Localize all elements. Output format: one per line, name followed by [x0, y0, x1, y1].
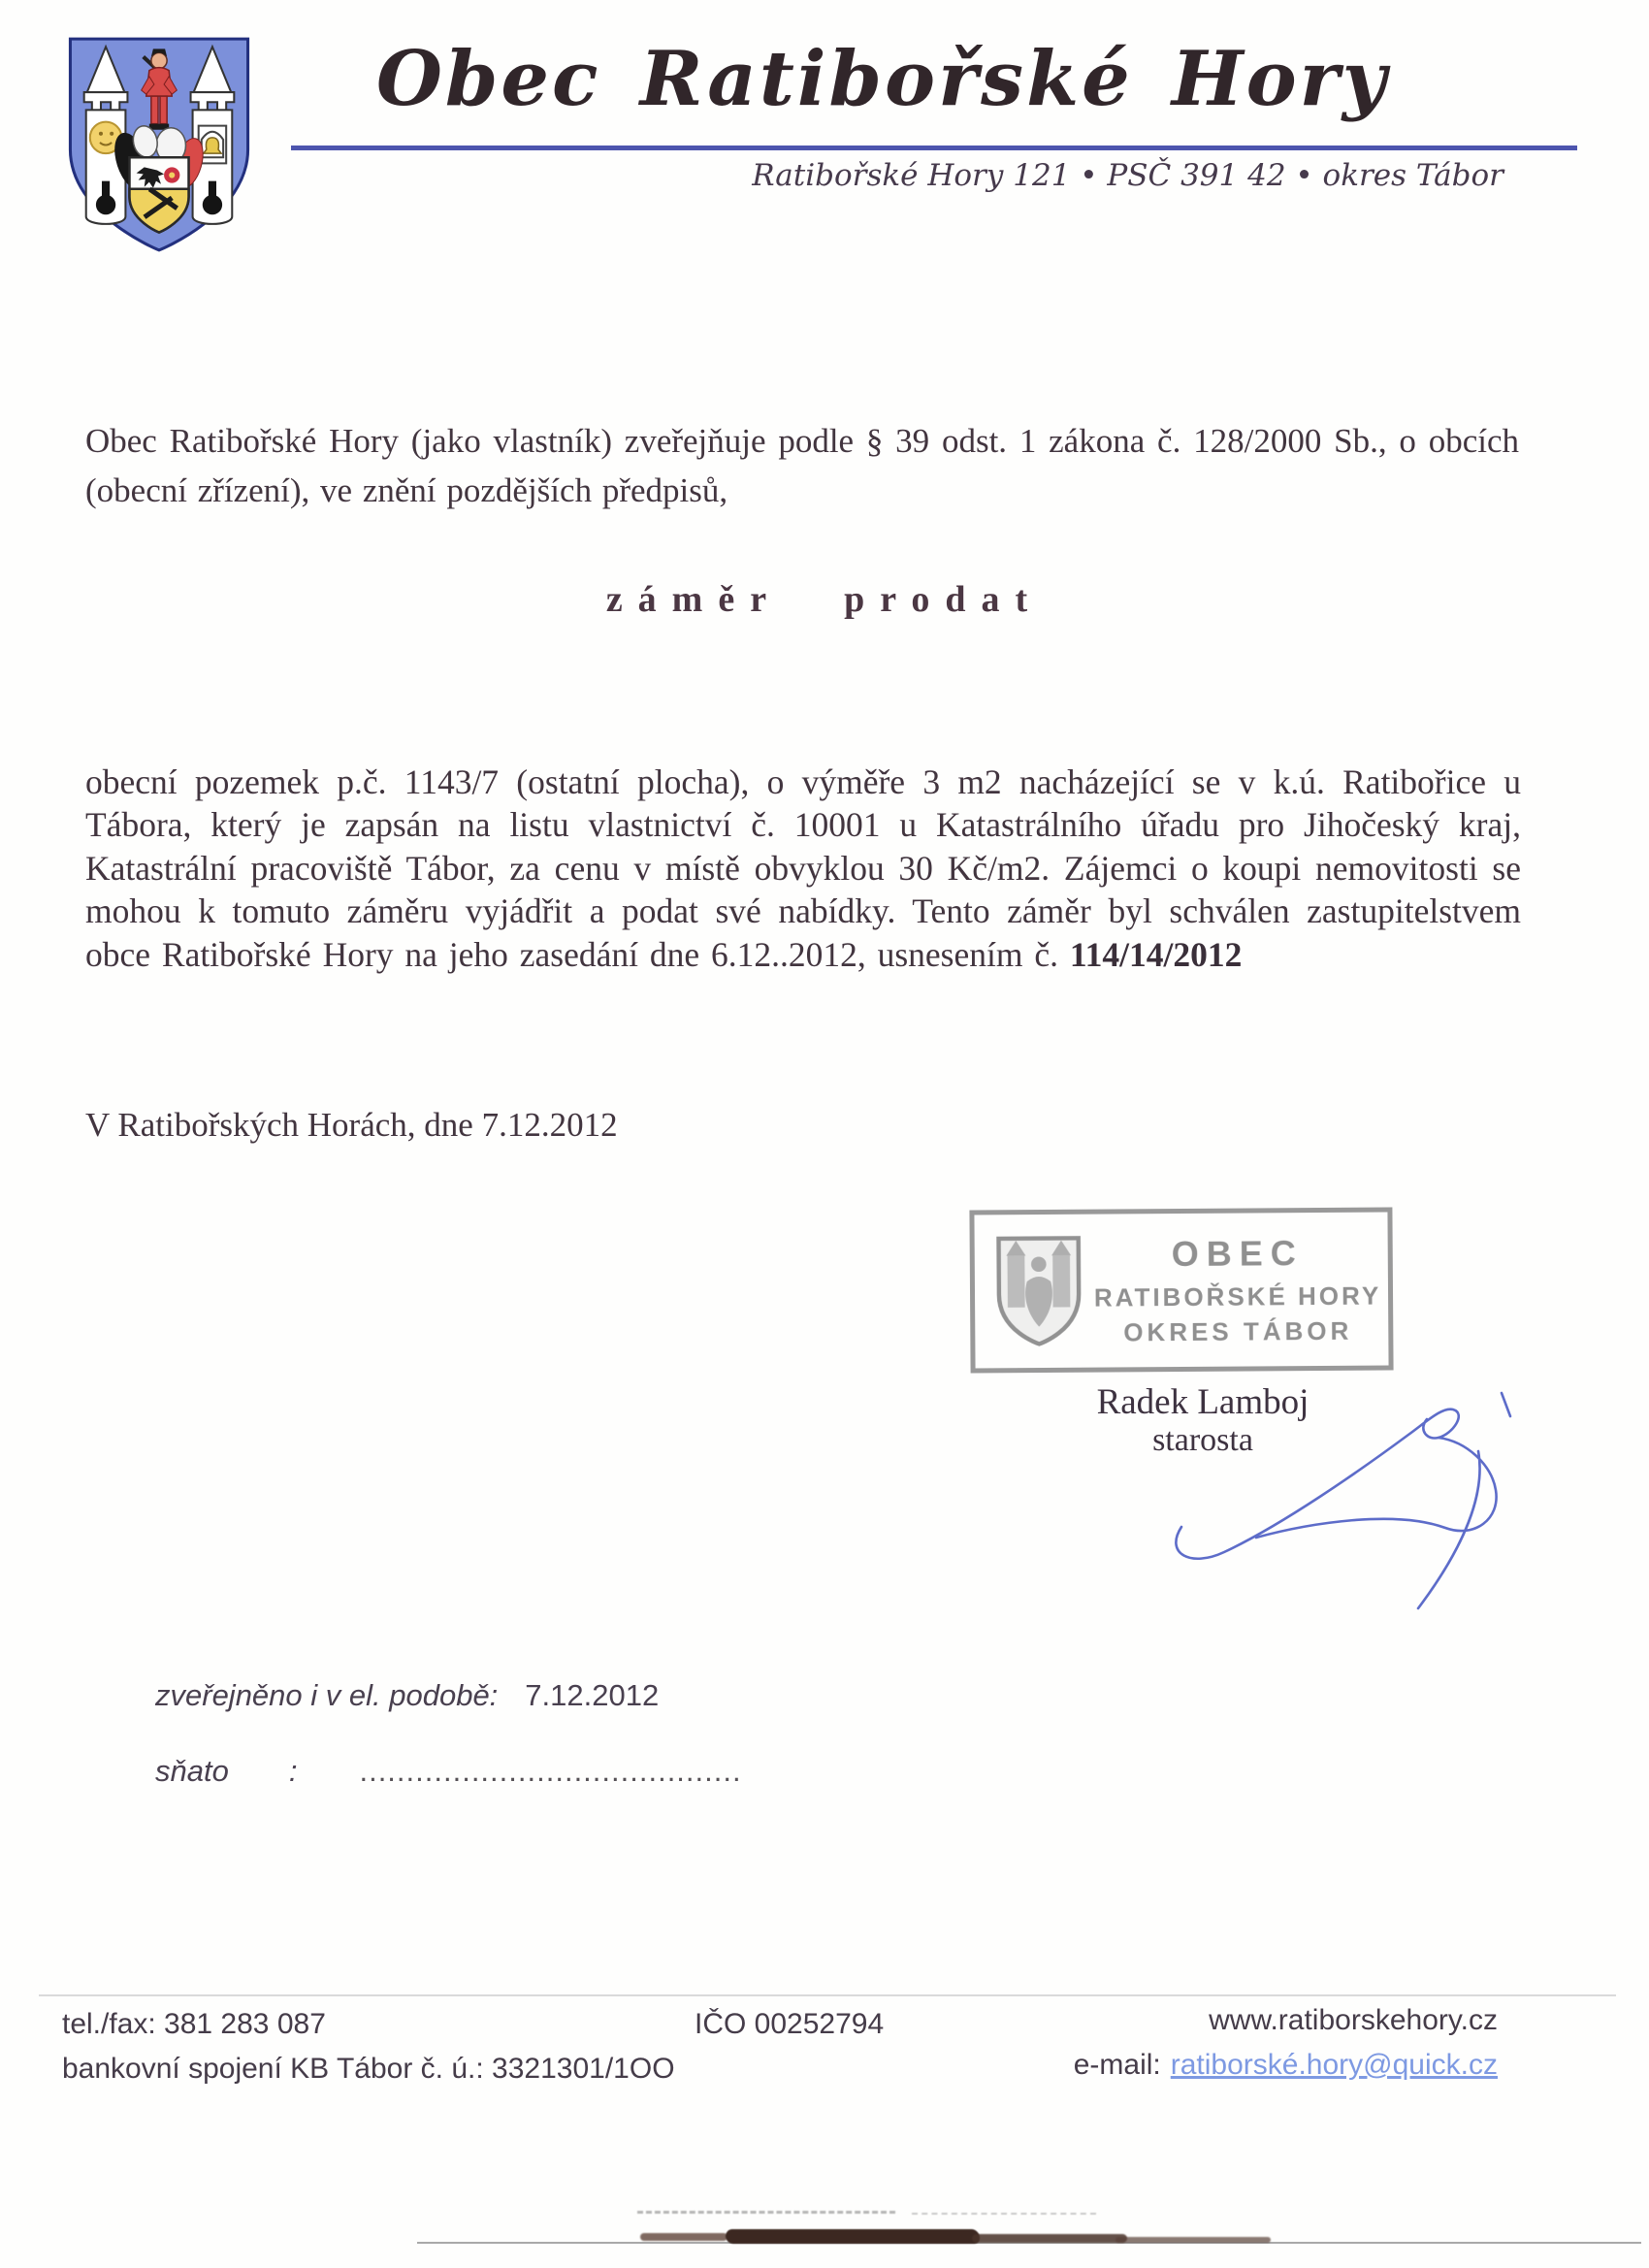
- body-paragraph: [85, 761, 1521, 977]
- stamp-line-obec: OBEC: [1171, 1232, 1304, 1274]
- intro-paragraph: Obec Ratibořské Hory (jako vlastník) zveřejňuje podle § 39 odst. 1 zákona č. 128/2000 Sb., o obcích (obecní zřízení), ve znění pozdějších předpisů,: [85, 422, 1519, 509]
- scan-artifact-smudge: [726, 2229, 980, 2244]
- dateline: V Ratibořských Horách, dne 7.12.2012: [85, 1106, 618, 1144]
- footer-divider: [39, 1994, 1616, 1996]
- footer-email-row: [1074, 2049, 1498, 2082]
- municipal-coat-of-arms-icon: [58, 31, 260, 258]
- page-title: Obec Ratibořské Hory: [375, 35, 1390, 123]
- header-divider: [291, 146, 1577, 150]
- footer-telfax: tel./fax: 381 283 087: [62, 2008, 326, 2040]
- removed-colon: :: [288, 1754, 298, 1788]
- published-electronically-label: zveřejněno i v el. podobě:: [155, 1678, 499, 1712]
- published-electronically-note: [155, 1678, 659, 1713]
- subject-heading-word2: prodat: [844, 579, 1044, 620]
- stamp-text: [1087, 1232, 1389, 1347]
- scan-artifact-dashes: [912, 2213, 1096, 2215]
- published-electronically-date: 7.12.2012: [525, 1678, 660, 1712]
- removed-label: sňato: [155, 1754, 229, 1788]
- body-text: obecní pozemek p.č. 1143/7 (ostatní plocha), o výměře 3 m2 nacházející se v k.ú. Ratibořice u Tábora, který je zapsán na listu vlastnictví č. 10001 u Katastrálního úřadu pro Jihočeský kraj, Katastrální pracoviště Tábor, za cenu v místě obvyklou 30 Kč/m2. Zájemci o koupi nemovitosti se mohou k tomuto záměru vyjádřit a podat své nabídky. Tento záměr byl schválen zastupitelstvem obce Ratibořské Hory na jeho zasedání dne 6.12..2012, usnesením č.: [85, 761, 1521, 974]
- municipal-stamp: [969, 1207, 1393, 1373]
- footer-ico: IČO 00252794: [695, 2008, 885, 2040]
- email-link[interactable]: ratiborské.hory@quick.cz: [1170, 2049, 1498, 2081]
- handwritten-signature: [1164, 1381, 1533, 1624]
- stamp-line-municipality: RATIBOŘSKÉ HORY: [1093, 1280, 1382, 1312]
- scan-artifact-smudge: [972, 2234, 1127, 2243]
- signatory-name: Radek Lamboj: [1096, 1382, 1310, 1422]
- subject-heading: [116, 578, 1533, 621]
- scan-artifact-dashes: [637, 2211, 895, 2214]
- signatory-role: starosta: [1152, 1422, 1253, 1458]
- scan-artifact-smudge: [1116, 2237, 1271, 2243]
- removed-note: [155, 1754, 742, 1789]
- stamp-shield-icon: [990, 1230, 1088, 1353]
- resolution-number: 114/14/2012: [1069, 934, 1243, 974]
- subject-heading-word1: záměr: [605, 579, 783, 620]
- email-label: e-mail:: [1073, 2049, 1161, 2081]
- header-address-line: Ratibořské Hory 121 • PSČ 391 42 • okres Tábor: [752, 158, 1504, 193]
- scan-artifact-smudge: [640, 2233, 728, 2241]
- footer-website: www.ratiborskehory.cz: [1209, 2004, 1498, 2036]
- stamp-line-district: OKRES TÁBOR: [1123, 1315, 1353, 1346]
- removed-dotted-line: .........................................: [359, 1754, 742, 1788]
- footer-bank-account: bankovní spojení KB Tábor č. ú.: 3321301/1OO: [62, 2053, 675, 2085]
